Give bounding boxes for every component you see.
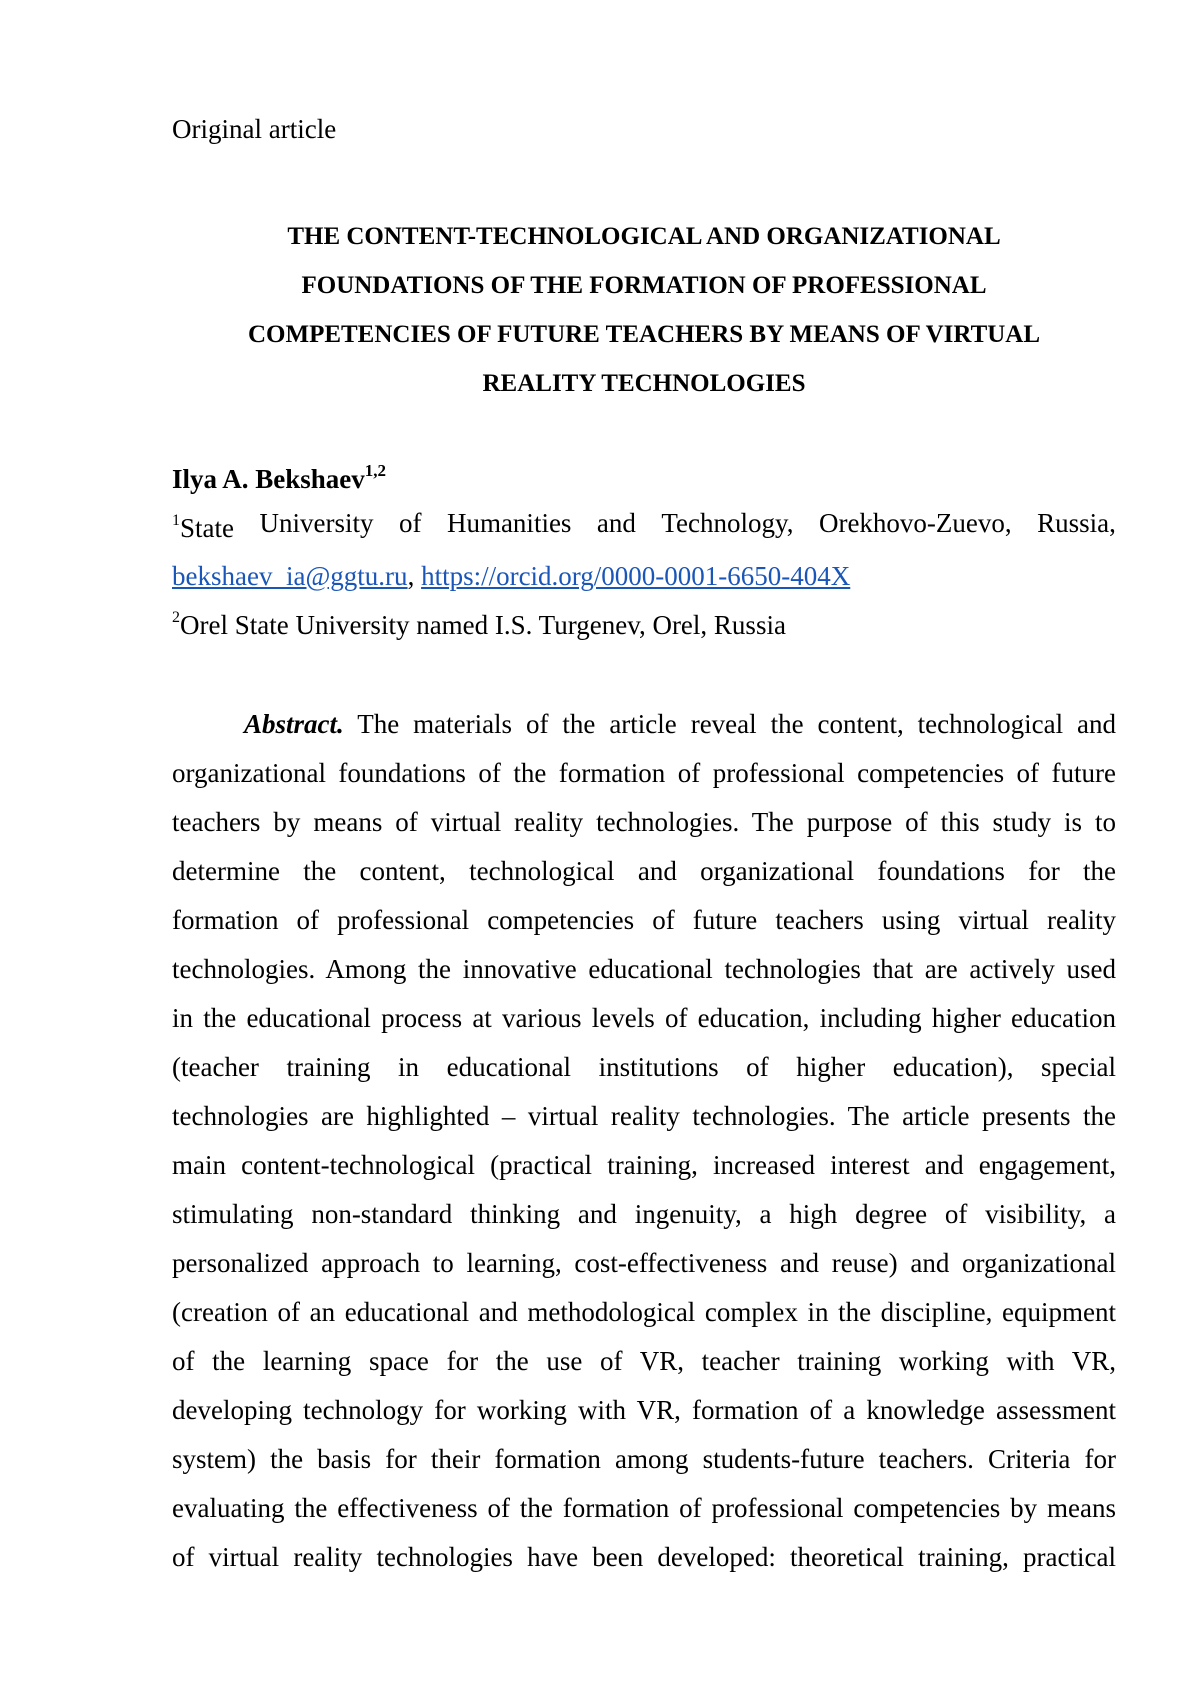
abstract-line: in the educational process at various levels of education, including higher education (172, 1003, 1116, 1033)
abstract-line: formation of professional competencies of future teachers using virtual reality (172, 905, 1116, 935)
abstract-line: of the learning space for the use of VR, teacher training working with VR, (172, 1346, 1116, 1376)
abstract-line: main content-technological (practical training, increased interest and engagement, (172, 1150, 1116, 1180)
affiliation-1 (172, 508, 1116, 591)
orcid-link[interactable]: https://orcid.org/0000-0001-6650-404X (421, 561, 851, 591)
abstract-line: personalized approach to learning, cost-effectiveness and reuse) and organizational (172, 1248, 1116, 1278)
abstract-line: determine the content, technological and organizational foundations for the (172, 856, 1116, 886)
contact-separator: , (407, 561, 415, 591)
abstract-line: developing technology for working with VR, formation of a knowledge assessment (172, 1395, 1116, 1425)
abstract-line: teachers by means of virtual reality technologies. The purpose of this study is to (172, 807, 1116, 837)
affiliation-1-contacts (172, 561, 1116, 591)
title-line: REALITY TECHNOLOGIES (482, 370, 806, 397)
affiliation-word: $^1$State (172, 512, 234, 543)
affiliation-2-text: Orel State University named I.S. Turgenev, Orel, Russia (180, 610, 786, 640)
affiliation-word: University (259, 508, 374, 538)
affiliation-word: of (398, 508, 422, 538)
article-type-label: Original article (172, 114, 337, 144)
author-affiliation-markers: 1,2 (364, 461, 387, 480)
affiliation-2 (172, 605, 1116, 640)
article-title (172, 212, 1116, 408)
title-line: THE CONTENT-TECHNOLOGICAL AND ORGANIZATIONAL (287, 223, 1001, 250)
author-name-text: Ilya A. Bekshaev (172, 464, 365, 494)
title-line: COMPETENCIES OF FUTURE TEACHERS BY MEANS OF VIRTUAL (247, 321, 1041, 348)
abstract-section (172, 700, 1116, 1582)
affiliation-word: Humanities (446, 508, 572, 538)
abstract-line: of virtual reality technologies have been developed: theoretical training, practical (172, 1542, 1116, 1572)
affiliation-1-line (172, 508, 1116, 543)
abstract-line: stimulating non-standard thinking and ingenuity, a high degree of visibility, a (172, 1199, 1116, 1229)
author-email-link[interactable]: bekshaev_ia@ggtu.ru (172, 561, 408, 591)
abstract-line: evaluating the effectiveness of the formation of professional competencies by means (172, 1493, 1116, 1523)
abstract-line: technologies are highlighted – virtual reality technologies. The article presents the (172, 1101, 1116, 1131)
affiliation-word: Russia, (1037, 508, 1116, 538)
abstract-line: Abstract. The materials of the article reveal the content, technological and (244, 709, 1116, 739)
affiliation-word: Technology, (661, 508, 794, 538)
affiliation-word: Orekhovo-Zuevo, (818, 508, 1012, 538)
affiliation-2-marker: 2 (172, 609, 180, 626)
abstract-label: Abstract. (244, 709, 344, 739)
title-line: FOUNDATIONS OF THE FORMATION OF PROFESSIONAL (301, 272, 987, 299)
abstract-line: organizational foundations of the formation of professional competencies of future (172, 758, 1116, 788)
abstract-line: technologies. Among the innovative educational technologies that are actively used (172, 954, 1116, 984)
author-name (172, 458, 386, 494)
abstract-line: (creation of an educational and methodological complex in the discipline, equipment (172, 1297, 1116, 1327)
affiliation-word: and (596, 508, 636, 538)
abstract-line: system) the basis for their formation among students-future teachers. Criteria for (172, 1444, 1116, 1474)
affiliation-1-marker: 1 (172, 512, 180, 529)
abstract-line: (teacher training in educational institutions of higher education), special (172, 1052, 1116, 1082)
